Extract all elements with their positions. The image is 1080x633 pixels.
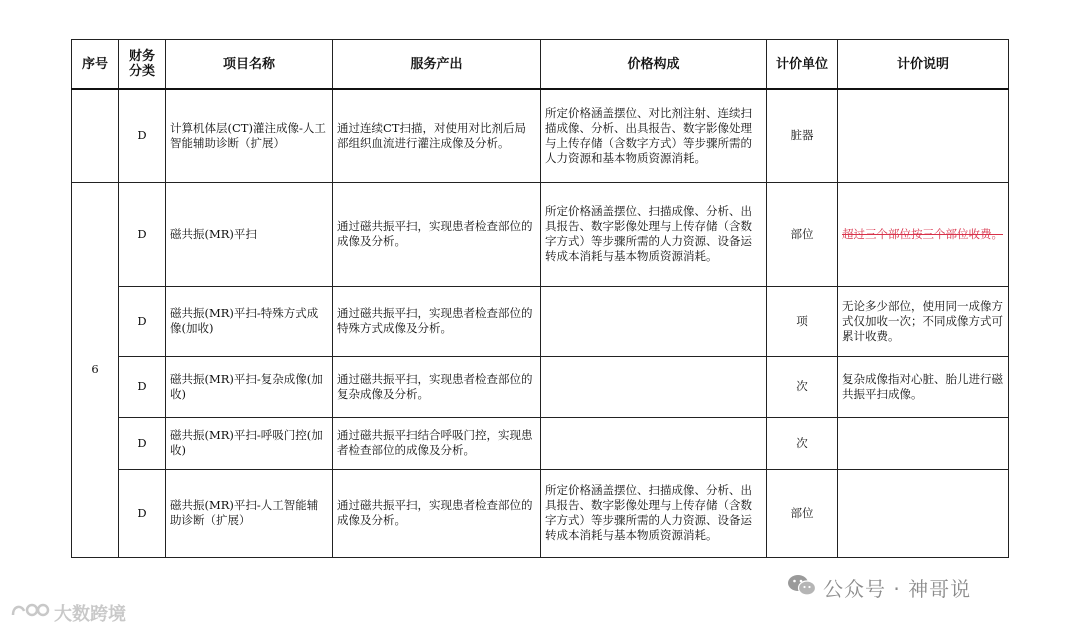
- category-cell: D: [119, 356, 166, 417]
- table-row: [72, 417, 1009, 469]
- header-category: 财务分类: [119, 40, 166, 90]
- unit-cell: 次: [767, 417, 838, 469]
- note-cell: [838, 89, 1009, 182]
- price-cell: 所定价格涵盖摆位、扫描成像、分析、出具报告、数字影像处理与上传存储（含数字方式）等步骤所需的人力资源、设备运转成本消耗与基本物质资源消耗。: [541, 469, 767, 557]
- price-cell: 所定价格涵盖摆位、扫描成像、分析、出具报告、数字影像处理与上传存储（含数字方式）等步骤所需的人力资源、设备运转成本消耗与基本物质资源消耗。: [541, 182, 767, 286]
- header-price: 价格构成: [541, 40, 767, 90]
- link-logo-icon: [10, 601, 50, 626]
- output-cell: 通过磁共振平扫，实现患者检查部位的复杂成像及分析。: [333, 356, 541, 417]
- name-cell: 磁共振(MR)平扫-复杂成像(加收): [166, 356, 333, 417]
- unit-cell: 项: [767, 286, 838, 356]
- note-cell: 复杂成像指对心脏、胎儿进行磁共振平扫成像。: [838, 356, 1009, 417]
- corner-watermark: [10, 600, 126, 626]
- seq-cell: 6: [72, 182, 119, 557]
- output-cell: 通过连续CT扫描，对使用对比剂后局部组织血流进行灌注成像及分析。: [333, 89, 541, 182]
- category-cell: D: [119, 89, 166, 182]
- header-seq: 序号: [72, 40, 119, 90]
- header-output: 服务产出: [333, 40, 541, 90]
- note-cell-struck: 超过三个部位按三个部位收费。: [838, 182, 1009, 286]
- header-name: 项目名称: [166, 40, 333, 90]
- name-cell: 磁共振(MR)平扫-呼吸门控(加收): [166, 417, 333, 469]
- name-cell: 磁共振(MR)平扫: [166, 182, 333, 286]
- wechat-watermark: [787, 573, 971, 602]
- table-row: [72, 182, 1009, 286]
- price-cell: 所定价格涵盖摆位、对比剂注射、连续扫描成像、分析、出具报告、数字影像处理与上传存储（含数字方式）等步骤所需的人力资源和基本物质资源消耗。: [541, 89, 767, 182]
- wechat-account-label: 公众号 · 神哥说: [823, 577, 972, 601]
- output-cell: 通过磁共振平扫结合呼吸门控，实现患者检查部位的成像及分析。: [333, 417, 541, 469]
- corner-watermark-label: 大数跨境: [54, 604, 126, 625]
- category-cell: D: [119, 182, 166, 286]
- table-row: [72, 286, 1009, 356]
- table-row: [72, 89, 1009, 182]
- name-cell: 磁共振(MR)平扫-特殊方式成像(加收): [166, 286, 333, 356]
- wechat-icon: [787, 573, 817, 602]
- output-cell: 通过磁共振平扫，实现患者检查部位的特殊方式成像及分析。: [333, 286, 541, 356]
- category-cell: D: [119, 286, 166, 356]
- note-cell: [838, 469, 1009, 557]
- seq-cell: [72, 89, 119, 182]
- header-row: [72, 40, 1009, 90]
- output-cell: 通过磁共振平扫，实现患者检查部位的成像及分析。: [333, 182, 541, 286]
- table-row: [72, 356, 1009, 417]
- price-cell: [541, 286, 767, 356]
- output-cell: 通过磁共振平扫，实现患者检查部位的成像及分析。: [333, 469, 541, 557]
- unit-cell: 脏器: [767, 89, 838, 182]
- price-cell: [541, 417, 767, 469]
- header-unit: 计价单位: [767, 40, 838, 90]
- name-cell: 计算机体层(CT)灌注成像-人工智能辅助诊断（扩展）: [166, 89, 333, 182]
- category-cell: D: [119, 417, 166, 469]
- unit-cell: 部位: [767, 182, 838, 286]
- unit-cell: 部位: [767, 469, 838, 557]
- pricing-table: [71, 39, 1009, 558]
- category-cell: D: [119, 469, 166, 557]
- note-cell: [838, 417, 1009, 469]
- note-cell: 无论多少部位，使用同一成像方式仅加收一次；不同成像方式可累计收费。: [838, 286, 1009, 356]
- unit-cell: 次: [767, 356, 838, 417]
- name-cell: 磁共振(MR)平扫-人工智能辅助诊断（扩展）: [166, 469, 333, 557]
- price-cell: [541, 356, 767, 417]
- table-row: [72, 469, 1009, 557]
- header-note: 计价说明: [838, 40, 1009, 90]
